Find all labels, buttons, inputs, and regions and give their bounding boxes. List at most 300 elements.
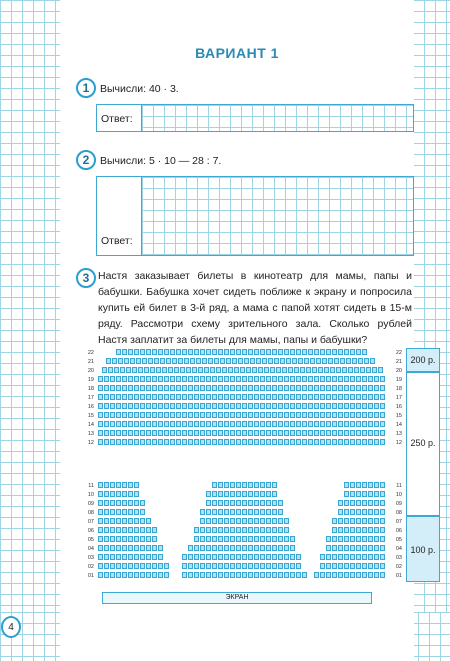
seat[interactable] <box>368 482 373 488</box>
seat[interactable] <box>338 412 343 418</box>
seat[interactable] <box>246 367 251 373</box>
seat[interactable] <box>248 554 253 560</box>
seat[interactable] <box>110 572 115 578</box>
seat[interactable] <box>242 482 247 488</box>
seat[interactable] <box>200 518 205 524</box>
seat[interactable] <box>134 563 139 569</box>
seat[interactable] <box>230 509 235 515</box>
seat[interactable] <box>314 349 319 355</box>
seat[interactable] <box>266 527 271 533</box>
seat[interactable] <box>320 394 325 400</box>
seat[interactable] <box>104 394 109 400</box>
seat[interactable] <box>98 421 103 427</box>
seat[interactable] <box>290 439 295 445</box>
seat[interactable] <box>286 358 291 364</box>
seat[interactable] <box>140 412 145 418</box>
seat[interactable] <box>374 518 379 524</box>
seat[interactable] <box>218 394 223 400</box>
seat[interactable] <box>290 430 295 436</box>
seat[interactable] <box>308 412 313 418</box>
seat[interactable] <box>128 394 133 400</box>
seat[interactable] <box>248 385 253 391</box>
seat[interactable] <box>122 385 127 391</box>
seat[interactable] <box>236 421 241 427</box>
seat[interactable] <box>242 545 247 551</box>
seat[interactable] <box>308 439 313 445</box>
seat[interactable] <box>180 367 185 373</box>
seat[interactable] <box>338 545 343 551</box>
seat[interactable] <box>236 500 241 506</box>
seat[interactable] <box>374 394 379 400</box>
seat[interactable] <box>338 403 343 409</box>
seat[interactable] <box>164 394 169 400</box>
seat[interactable] <box>158 403 163 409</box>
seat[interactable] <box>194 536 199 542</box>
seat[interactable] <box>146 412 151 418</box>
seat[interactable] <box>266 491 271 497</box>
seat[interactable] <box>272 421 277 427</box>
seat[interactable] <box>194 349 199 355</box>
seat[interactable] <box>128 412 133 418</box>
seat[interactable] <box>272 430 277 436</box>
seat[interactable] <box>98 554 103 560</box>
seat[interactable] <box>98 572 103 578</box>
seat[interactable] <box>272 563 277 569</box>
seat[interactable] <box>332 545 337 551</box>
task-2-answer-box[interactable] <box>96 176 414 256</box>
seat[interactable] <box>368 536 373 542</box>
seat[interactable] <box>98 500 103 506</box>
seat[interactable] <box>254 572 259 578</box>
seat[interactable] <box>248 421 253 427</box>
seat[interactable] <box>116 536 121 542</box>
seat[interactable] <box>338 509 343 515</box>
seat[interactable] <box>140 554 145 560</box>
seat[interactable] <box>374 376 379 382</box>
seat[interactable] <box>236 527 241 533</box>
seat[interactable] <box>134 536 139 542</box>
seat[interactable] <box>122 563 127 569</box>
seat[interactable] <box>260 491 265 497</box>
seat[interactable] <box>314 385 319 391</box>
seat[interactable] <box>174 367 179 373</box>
seat[interactable] <box>176 439 181 445</box>
seat[interactable] <box>116 500 121 506</box>
seat[interactable] <box>368 403 373 409</box>
seat[interactable] <box>350 376 355 382</box>
seat[interactable] <box>322 358 327 364</box>
seat[interactable] <box>278 536 283 542</box>
seat[interactable] <box>266 572 271 578</box>
seat[interactable] <box>230 554 235 560</box>
seat[interactable] <box>370 358 375 364</box>
seat[interactable] <box>140 509 145 515</box>
seat[interactable] <box>206 536 211 542</box>
seat[interactable] <box>98 439 103 445</box>
seat[interactable] <box>194 430 199 436</box>
seat[interactable] <box>362 536 367 542</box>
seat[interactable] <box>284 430 289 436</box>
seat[interactable] <box>380 518 385 524</box>
seat[interactable] <box>218 376 223 382</box>
seat[interactable] <box>350 412 355 418</box>
task-1-answer-grid[interactable] <box>141 105 413 131</box>
seat[interactable] <box>260 518 265 524</box>
seat[interactable] <box>144 367 149 373</box>
seat[interactable] <box>336 367 341 373</box>
seat[interactable] <box>98 518 103 524</box>
seat[interactable] <box>122 491 127 497</box>
seat[interactable] <box>332 376 337 382</box>
seat[interactable] <box>128 563 133 569</box>
seat[interactable] <box>266 545 271 551</box>
seat[interactable] <box>222 367 227 373</box>
seat[interactable] <box>302 376 307 382</box>
seat[interactable] <box>332 563 337 569</box>
seat[interactable] <box>182 376 187 382</box>
seat[interactable] <box>310 358 315 364</box>
seat[interactable] <box>260 527 265 533</box>
seat[interactable] <box>350 394 355 400</box>
seat[interactable] <box>350 403 355 409</box>
seat[interactable] <box>344 572 349 578</box>
seat[interactable] <box>318 367 323 373</box>
seat[interactable] <box>306 367 311 373</box>
seat[interactable] <box>224 536 229 542</box>
seat[interactable] <box>314 439 319 445</box>
seat[interactable] <box>170 439 175 445</box>
seat[interactable] <box>334 358 339 364</box>
seat[interactable] <box>284 545 289 551</box>
seat[interactable] <box>182 554 187 560</box>
seat[interactable] <box>230 545 235 551</box>
seat[interactable] <box>230 349 235 355</box>
seat[interactable] <box>298 358 303 364</box>
seat[interactable] <box>368 430 373 436</box>
seat[interactable] <box>206 491 211 497</box>
seat[interactable] <box>182 349 187 355</box>
seat[interactable] <box>242 554 247 560</box>
seat[interactable] <box>350 509 355 515</box>
seat[interactable] <box>164 421 169 427</box>
seat[interactable] <box>98 394 103 400</box>
seat[interactable] <box>380 563 385 569</box>
seat[interactable] <box>212 394 217 400</box>
seat[interactable] <box>356 536 361 542</box>
seat[interactable] <box>308 421 313 427</box>
seat[interactable] <box>356 500 361 506</box>
seat[interactable] <box>278 430 283 436</box>
seat[interactable] <box>338 527 343 533</box>
seat[interactable] <box>236 545 241 551</box>
seat[interactable] <box>142 358 147 364</box>
seat[interactable] <box>228 367 233 373</box>
seat[interactable] <box>266 509 271 515</box>
seat[interactable] <box>110 385 115 391</box>
seat[interactable] <box>314 421 319 427</box>
seat[interactable] <box>200 545 205 551</box>
seat[interactable] <box>242 518 247 524</box>
seat[interactable] <box>242 394 247 400</box>
seat[interactable] <box>110 421 115 427</box>
seat[interactable] <box>134 491 139 497</box>
seat[interactable] <box>114 367 119 373</box>
seat[interactable] <box>254 349 259 355</box>
seat[interactable] <box>332 527 337 533</box>
seat[interactable] <box>236 439 241 445</box>
seat[interactable] <box>368 563 373 569</box>
seat[interactable] <box>128 349 133 355</box>
seat[interactable] <box>368 509 373 515</box>
seat[interactable] <box>158 412 163 418</box>
seat[interactable] <box>104 412 109 418</box>
seat[interactable] <box>154 358 159 364</box>
seat[interactable] <box>290 421 295 427</box>
seat[interactable] <box>170 394 175 400</box>
seat[interactable] <box>110 500 115 506</box>
seat[interactable] <box>266 349 271 355</box>
seat[interactable] <box>278 412 283 418</box>
seat[interactable] <box>290 349 295 355</box>
seat[interactable] <box>110 518 115 524</box>
seat[interactable] <box>146 572 151 578</box>
seat[interactable] <box>290 554 295 560</box>
seat[interactable] <box>98 403 103 409</box>
seat[interactable] <box>236 385 241 391</box>
seat[interactable] <box>380 376 385 382</box>
seat[interactable] <box>242 376 247 382</box>
seat[interactable] <box>240 367 245 373</box>
seat[interactable] <box>194 403 199 409</box>
seat[interactable] <box>332 403 337 409</box>
seat[interactable] <box>218 430 223 436</box>
seat[interactable] <box>122 536 127 542</box>
seat[interactable] <box>116 403 121 409</box>
seat[interactable] <box>218 439 223 445</box>
seat[interactable] <box>278 572 283 578</box>
seat[interactable] <box>368 545 373 551</box>
seat[interactable] <box>218 563 223 569</box>
seat[interactable] <box>266 439 271 445</box>
seat[interactable] <box>194 554 199 560</box>
seat[interactable] <box>332 518 337 524</box>
seat[interactable] <box>302 394 307 400</box>
seat[interactable] <box>236 563 241 569</box>
seat[interactable] <box>330 367 335 373</box>
seat[interactable] <box>122 349 127 355</box>
seat[interactable] <box>296 412 301 418</box>
seat[interactable] <box>182 572 187 578</box>
seat[interactable] <box>134 403 139 409</box>
seat[interactable] <box>176 421 181 427</box>
seat[interactable] <box>164 385 169 391</box>
seat[interactable] <box>212 376 217 382</box>
seat[interactable] <box>122 394 127 400</box>
seat[interactable] <box>356 349 361 355</box>
seat[interactable] <box>344 439 349 445</box>
seat[interactable] <box>218 412 223 418</box>
seat[interactable] <box>320 554 325 560</box>
seat[interactable] <box>338 572 343 578</box>
seat[interactable] <box>224 349 229 355</box>
seat[interactable] <box>262 358 267 364</box>
seat[interactable] <box>110 430 115 436</box>
seat[interactable] <box>146 376 151 382</box>
seat[interactable] <box>98 545 103 551</box>
seat[interactable] <box>380 572 385 578</box>
seat[interactable] <box>212 430 217 436</box>
seat[interactable] <box>374 421 379 427</box>
seat[interactable] <box>314 394 319 400</box>
seat[interactable] <box>150 367 155 373</box>
seat[interactable] <box>342 367 347 373</box>
seat[interactable] <box>248 536 253 542</box>
seat[interactable] <box>98 385 103 391</box>
seat[interactable] <box>338 430 343 436</box>
seat[interactable] <box>320 421 325 427</box>
seat[interactable] <box>344 482 349 488</box>
seat[interactable] <box>212 572 217 578</box>
seat[interactable] <box>320 563 325 569</box>
seat[interactable] <box>206 439 211 445</box>
seat[interactable] <box>236 394 241 400</box>
seat[interactable] <box>326 536 331 542</box>
seat[interactable] <box>260 572 265 578</box>
seat[interactable] <box>260 349 265 355</box>
seat[interactable] <box>368 376 373 382</box>
seat[interactable] <box>146 421 151 427</box>
seat[interactable] <box>212 527 217 533</box>
task-1-answer-box[interactable] <box>96 104 414 132</box>
seat[interactable] <box>266 430 271 436</box>
seat[interactable] <box>126 367 131 373</box>
seat[interactable] <box>338 376 343 382</box>
seat[interactable] <box>278 500 283 506</box>
seat[interactable] <box>190 358 195 364</box>
seat[interactable] <box>236 403 241 409</box>
seat[interactable] <box>356 412 361 418</box>
seat[interactable] <box>368 439 373 445</box>
seat[interactable] <box>230 376 235 382</box>
seat[interactable] <box>176 385 181 391</box>
seat[interactable] <box>302 349 307 355</box>
seat[interactable] <box>250 358 255 364</box>
seat[interactable] <box>260 554 265 560</box>
seat[interactable] <box>362 394 367 400</box>
seat[interactable] <box>230 412 235 418</box>
seat[interactable] <box>374 491 379 497</box>
seat[interactable] <box>128 545 133 551</box>
seat[interactable] <box>260 545 265 551</box>
seat[interactable] <box>374 385 379 391</box>
seat[interactable] <box>236 554 241 560</box>
seat[interactable] <box>170 385 175 391</box>
seat[interactable] <box>128 421 133 427</box>
seat[interactable] <box>116 376 121 382</box>
seat[interactable] <box>254 518 259 524</box>
seat[interactable] <box>134 421 139 427</box>
seat[interactable] <box>254 500 259 506</box>
seat[interactable] <box>158 554 163 560</box>
seat[interactable] <box>332 349 337 355</box>
seat[interactable] <box>116 385 121 391</box>
seat[interactable] <box>134 572 139 578</box>
seat[interactable] <box>188 403 193 409</box>
seat[interactable] <box>350 491 355 497</box>
seat[interactable] <box>158 572 163 578</box>
seat[interactable] <box>362 491 367 497</box>
seat[interactable] <box>124 358 129 364</box>
seat[interactable] <box>248 509 253 515</box>
seat[interactable] <box>256 358 261 364</box>
seat[interactable] <box>272 527 277 533</box>
seat[interactable] <box>162 367 167 373</box>
seat[interactable] <box>344 563 349 569</box>
seat[interactable] <box>248 394 253 400</box>
seat[interactable] <box>164 572 169 578</box>
seat[interactable] <box>344 430 349 436</box>
seat[interactable] <box>132 367 137 373</box>
seat[interactable] <box>212 554 217 560</box>
seat[interactable] <box>218 403 223 409</box>
seat[interactable] <box>344 518 349 524</box>
seat[interactable] <box>116 572 121 578</box>
seat[interactable] <box>344 554 349 560</box>
seat[interactable] <box>134 394 139 400</box>
seat[interactable] <box>224 394 229 400</box>
seat[interactable] <box>368 527 373 533</box>
seat[interactable] <box>212 491 217 497</box>
seat[interactable] <box>236 572 241 578</box>
seat[interactable] <box>210 367 215 373</box>
seat[interactable] <box>182 385 187 391</box>
seat[interactable] <box>224 491 229 497</box>
seat[interactable] <box>260 385 265 391</box>
seat[interactable] <box>338 563 343 569</box>
seat[interactable] <box>122 500 127 506</box>
seat[interactable] <box>206 572 211 578</box>
seat[interactable] <box>374 509 379 515</box>
seat[interactable] <box>110 536 115 542</box>
seat[interactable] <box>152 545 157 551</box>
seat[interactable] <box>378 367 383 373</box>
seat[interactable] <box>380 421 385 427</box>
seat[interactable] <box>212 536 217 542</box>
seat[interactable] <box>338 394 343 400</box>
seat[interactable] <box>104 500 109 506</box>
seat[interactable] <box>260 482 265 488</box>
seat[interactable] <box>260 500 265 506</box>
seat[interactable] <box>134 554 139 560</box>
seat[interactable] <box>188 412 193 418</box>
seat[interactable] <box>248 491 253 497</box>
seat[interactable] <box>278 545 283 551</box>
seat[interactable] <box>98 376 103 382</box>
seat[interactable] <box>194 412 199 418</box>
seat[interactable] <box>242 500 247 506</box>
seat[interactable] <box>230 500 235 506</box>
seat[interactable] <box>176 430 181 436</box>
seat[interactable] <box>278 349 283 355</box>
seat[interactable] <box>128 509 133 515</box>
seat[interactable] <box>218 491 223 497</box>
seat[interactable] <box>374 403 379 409</box>
seat[interactable] <box>284 554 289 560</box>
seat[interactable] <box>320 430 325 436</box>
seat[interactable] <box>140 563 145 569</box>
seat[interactable] <box>152 376 157 382</box>
seat[interactable] <box>188 554 193 560</box>
